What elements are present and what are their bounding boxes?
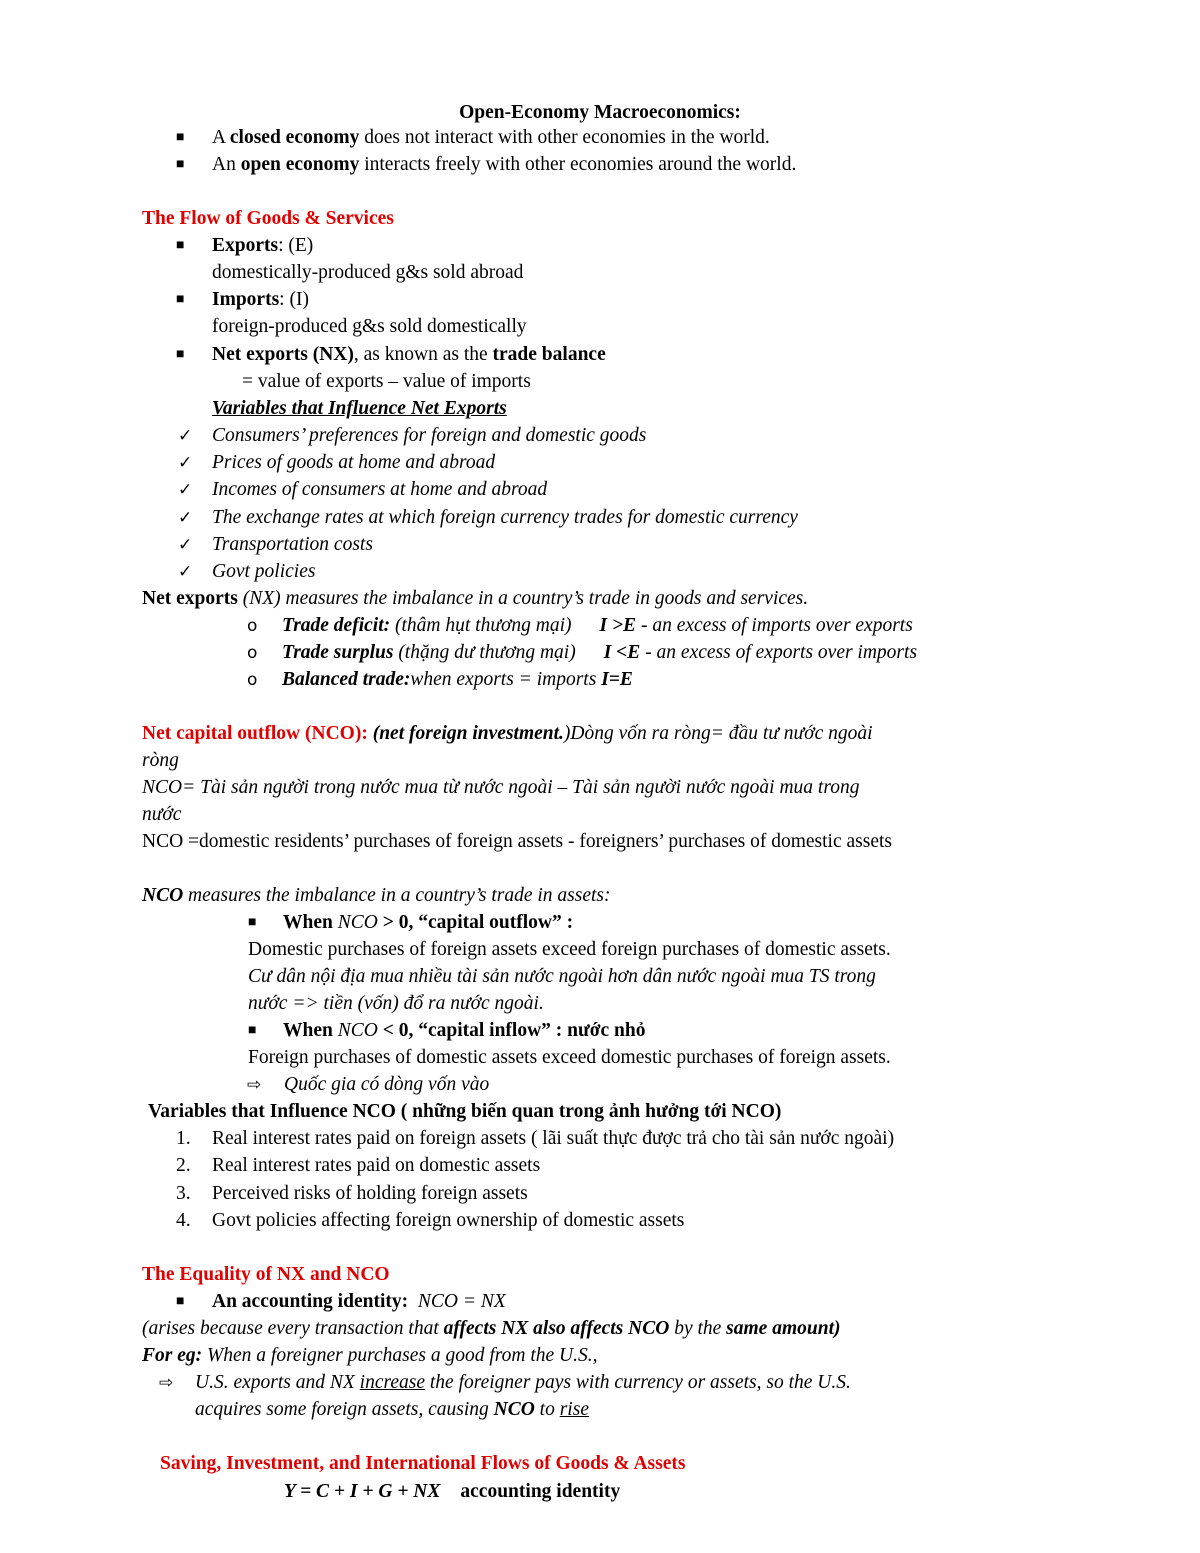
imports-definition: foreign-produced g&s sold domestically (212, 316, 527, 337)
page-title: Open-Economy Macroeconomics: (459, 102, 741, 123)
gdp-identity: Y = C + I + G + NX accounting identity (284, 1481, 621, 1502)
circle-bullet-icon: o (247, 670, 258, 690)
section-heading-flow: The Flow of Goods & Services (142, 208, 394, 229)
check-icon: ✓ (178, 453, 193, 473)
nx-measure-text: Net exports (NX) measures the imbalance in a country’s trade in goods and services. (142, 588, 809, 609)
nco-heading-cont: ròng (142, 750, 179, 771)
nco-variable: Govt policies affecting foreign ownership of domestic assets (212, 1210, 685, 1231)
nco-variable-number: 1. (176, 1128, 191, 1149)
check-icon: ✓ (178, 480, 193, 500)
intro-open: An open economy interacts freely with other economies around the world. (212, 154, 797, 175)
identity-explanation: (arises because every transaction that affects NX also affects NCO by the same amount) (142, 1318, 841, 1339)
variables-nco-heading: Variables that Influence NCO ( những biến quan trong ảnh hưởng tới NCO) (148, 1101, 782, 1122)
nco-measure-text: NCO measures the imbalance in a country’s trade in assets: (142, 885, 611, 906)
nco-positive: When NCO > 0, “capital outflow” : (283, 912, 574, 933)
nco-variable: Perceived risks of holding foreign assets (212, 1183, 528, 1204)
nco-positive-viet-cont: nước => tiền (vốn) đổ ra nước ngoài. (248, 993, 544, 1014)
exports-definition: domestically-produced g&s sold abroad (212, 262, 524, 283)
check-icon: ✓ (178, 562, 193, 582)
trade-surplus: Trade surplus (thặng dư thương mại) I <E - an excess of exports over imports (282, 642, 918, 663)
net-exports-item: Net exports (NX), as known as the trade balance (212, 344, 606, 365)
circle-bullet-icon: o (247, 643, 258, 663)
nco-negative-desc: Foreign purchases of domestic assets exceed domestic purchases of foreign assets. (248, 1047, 891, 1068)
example-line-cont: acquires some foreign assets, causing NCO to rise (195, 1399, 589, 1420)
balanced-trade: Balanced trade:when exports = imports I=E (282, 669, 633, 690)
arrow-right-icon: ⇨ (247, 1075, 262, 1095)
variables-nx-heading: Variables that Influence Net Exports (212, 398, 507, 419)
bullet-icon: ■ (176, 238, 185, 253)
nco-variable: Real interest rates paid on foreign assets ( lãi suất thực được trả cho tài sản nước ngoài) (212, 1128, 895, 1149)
bullet-icon: ■ (176, 130, 185, 145)
nx-variable: Consumers’ preferences for foreign and domestic goods (212, 425, 647, 446)
exports-item: Exports: (E) (212, 235, 314, 256)
check-icon: ✓ (178, 426, 193, 446)
bullet-icon: ■ (176, 292, 185, 307)
bullet-icon: ■ (176, 157, 185, 172)
intro-closed: A closed economy does not interact with other economies in the world. (212, 127, 770, 148)
nco-variable-number: 4. (176, 1210, 191, 1231)
nx-variable: The exchange rates at which foreign currency trades for domestic currency (212, 507, 798, 528)
bullet-icon: ■ (248, 1023, 257, 1038)
nx-variable: Govt policies (212, 561, 316, 582)
bullet-icon: ■ (176, 1294, 185, 1309)
accounting-identity: An accounting identity: NCO = NX (212, 1291, 506, 1312)
net-exports-formula: = value of exports – value of imports (242, 371, 531, 392)
bullet-icon: ■ (176, 347, 185, 362)
nco-definition: NCO =domestic residents’ purchases of foreign assets - foreigners’ purchases of domestic assets (142, 831, 892, 852)
nx-variable: Incomes of consumers at home and abroad (212, 479, 548, 500)
nco-heading: Net capital outflow (NCO): (net foreign investment.)Dòng vốn ra ròng= đầu tư nước ngoài (142, 723, 873, 744)
bullet-icon: ■ (248, 915, 257, 930)
nx-variable: Transportation costs (212, 534, 373, 555)
circle-bullet-icon: o (247, 616, 258, 636)
nco-variable-number: 3. (176, 1183, 191, 1204)
nco-positive-viet: Cư dân nội địa mua nhiều tài sản nước ngoài hơn dân nước ngoài mua TS trong (248, 966, 876, 987)
nco-negative: When NCO < 0, “capital inflow” : nước nhỏ (283, 1020, 646, 1041)
nco-variable: Real interest rates paid on domestic assets (212, 1155, 541, 1176)
section-heading-saving: Saving, Investment, and International Flows of Goods & Assets (160, 1453, 686, 1474)
nx-variable: Prices of goods at home and abroad (212, 452, 496, 473)
check-icon: ✓ (178, 508, 193, 528)
arrow-right-icon: ⇨ (159, 1373, 174, 1393)
nco-positive-desc: Domestic purchases of foreign assets exceed foreign purchases of domestic assets. (248, 939, 891, 960)
check-icon: ✓ (178, 535, 193, 555)
trade-deficit: Trade deficit: (thâm hụt thương mại) I >E - an excess of imports over exports (282, 615, 913, 636)
imports-item: Imports: (I) (212, 289, 309, 310)
example-line: U.S. exports and NX increase the foreigner pays with currency or assets, so the U.S. (195, 1372, 851, 1393)
nco-viet-definition-cont: nước (142, 804, 182, 825)
nco-viet-definition: NCO= Tài sản người trong nước mua từ nước ngoài – Tài sản người nước ngoài mua trong (142, 777, 860, 798)
nco-variable-number: 2. (176, 1155, 191, 1176)
example-intro: For eg: When a foreigner purchases a good from the U.S., (142, 1345, 598, 1366)
section-heading-equality: The Equality of NX and NCO (142, 1264, 390, 1285)
nco-negative-viet: Quốc gia có dòng vốn vào (284, 1074, 490, 1095)
